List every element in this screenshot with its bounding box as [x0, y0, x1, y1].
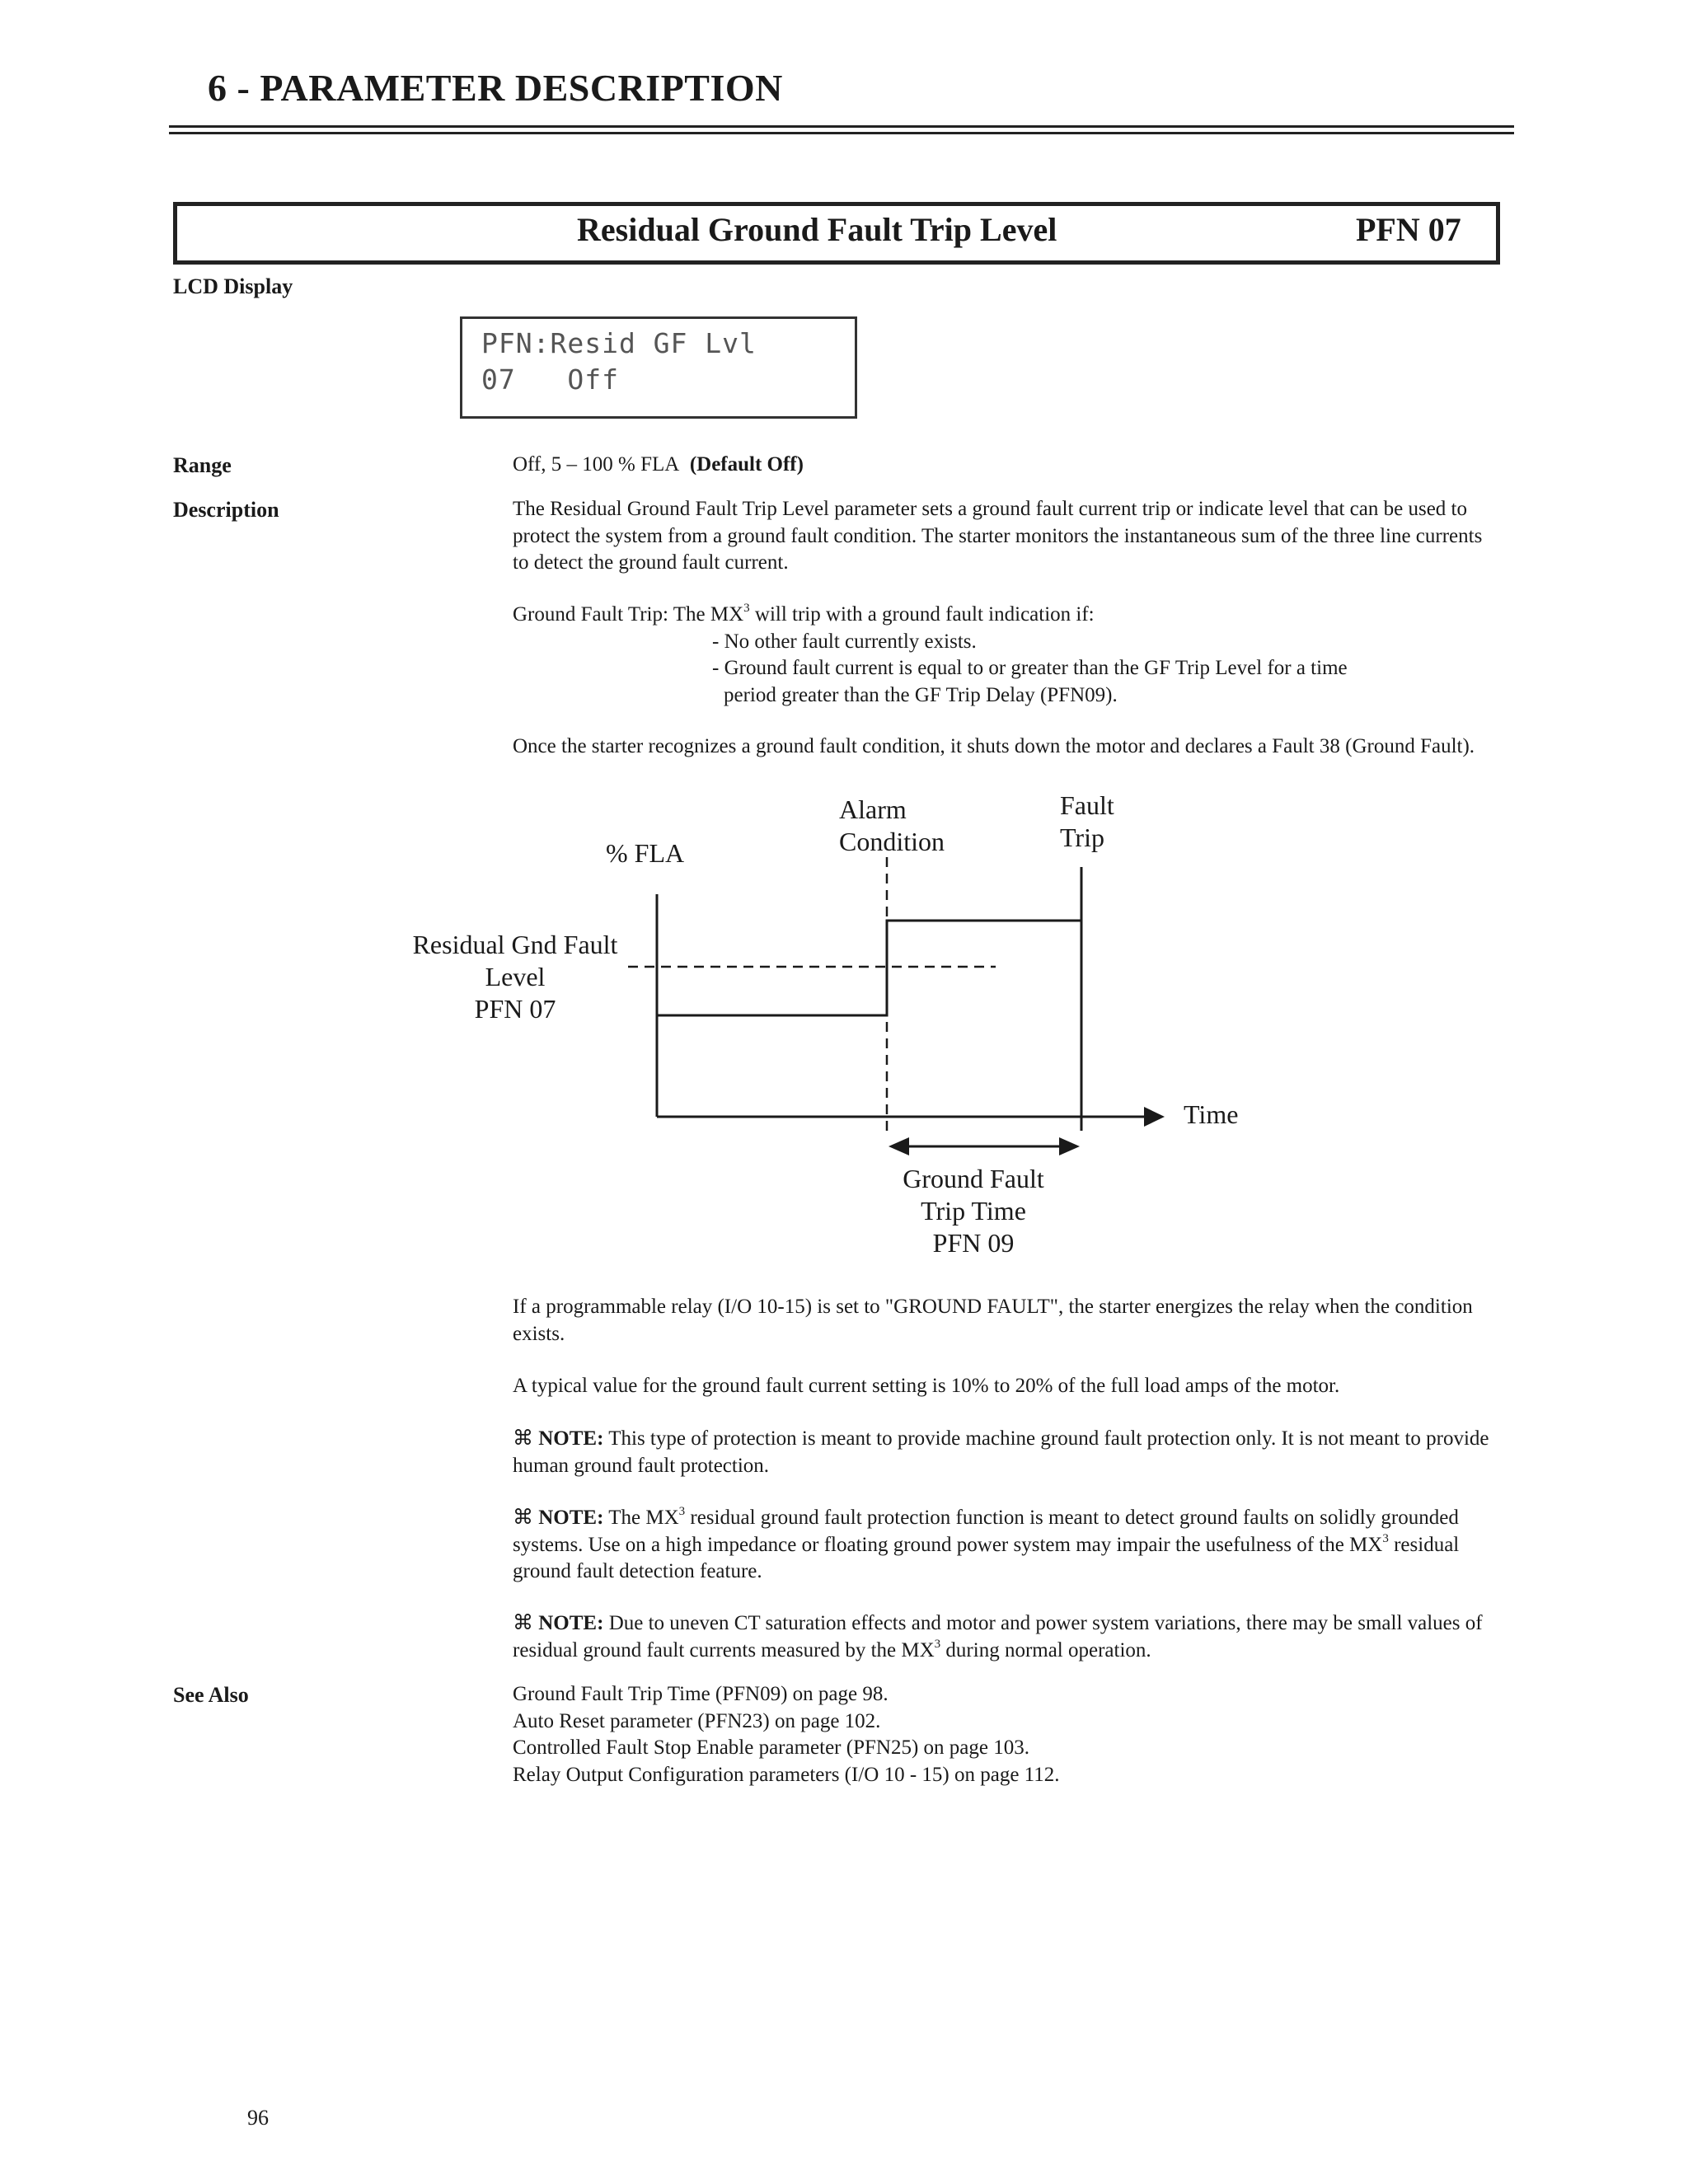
lcd-display-label: LCD Display [173, 274, 293, 298]
trip-time-label-line1: Ground Fault [903, 1164, 1044, 1193]
range-label: Range [173, 453, 232, 477]
see-also-item: Ground Fault Trip Time (PFN09) on page 98. [513, 1683, 889, 1705]
trip-time-arrow-left [889, 1137, 909, 1155]
parameter-name: Residual Ground Fault Trip Level [577, 211, 1057, 248]
note-2: ⌘ NOTE: The $MX^3$ residual ground fault protection function is meant to detect ground faults on solidly grounded systems. Use on a high impedance or floating ground power system may impair the usefulness of the $MX^3$ residual ground fault detection feature. [513, 1505, 1460, 1582]
range-text: Off, 5 – 100 % FLA [513, 453, 680, 476]
note-symbol: ⌘ [513, 1427, 533, 1450]
section-title: 6 - PARAMETER DESCRIPTION [208, 67, 783, 109]
description-para-3: Once the starter recognizes a ground fault condition, it shuts down the motor and declares a Fault 38 (Ground Fault). [513, 735, 1475, 757]
lcd-line-2: 07 Off [481, 363, 619, 396]
trip-time-label-line2: Trip Time [921, 1196, 1026, 1226]
lcd-line-1: PFN:Resid GF Lvl [481, 327, 757, 359]
fault-label-line2: Trip [1060, 823, 1104, 852]
gf-intro: Ground Fault Trip: The $MX^3$ will trip with a ground fault indication if: [513, 602, 1095, 626]
fault-label-line1: Fault [1060, 790, 1114, 820]
trip-time-arrow-right [1059, 1137, 1080, 1155]
alarm-label-line2: Condition [839, 827, 945, 856]
gf-condition-2a: - Ground fault current is equal to or greater than the GF Trip Level for a time [712, 657, 1348, 679]
note-symbol: ⌘ [513, 1507, 533, 1529]
level-label-line2: Level [485, 962, 546, 991]
see-also-item: Controlled Fault Stop Enable parameter (PFN25) on page 103. [513, 1736, 1029, 1759]
description-para-5: A typical value for the ground fault current setting is 10% to 20% of the full load amps of the motor. [513, 1375, 1340, 1397]
note-label: NOTE: [538, 1507, 604, 1529]
page-number: 96 [247, 2106, 269, 2130]
note-label: NOTE: [538, 1427, 604, 1450]
level-label-line3: PFN 07 [474, 994, 556, 1024]
see-also-item: Relay Output Configuration parameters (I/O 10 - 15) on page 112. [513, 1763, 1060, 1786]
note-1: ⌘ NOTE: This type of protection is meant to provide machine ground fault protection only. It is not meant to provide human ground fault protection. [513, 1427, 1489, 1477]
description-para-1: The Residual Ground Fault Trip Level parameter sets a ground fault current trip or indicate level that can be used to protect the system from a ground fault condition. The starter monitors the instantaneous sum of the three line currents to detect the ground fault current. [513, 498, 1483, 574]
gf-condition-2b: period greater than the GF Trip Delay (PFN09). [724, 683, 1118, 706]
y-axis-label: % FLA [606, 838, 685, 868]
description-para-4: If a programmable relay (I/O 10-15) is set to "GROUND FAULT", the starter energizes the relay when the condition exists. [513, 1296, 1473, 1345]
note-label: NOTE: [538, 1612, 604, 1634]
level-label-line1: Residual Gnd Fault [412, 930, 618, 959]
gf-condition-1: - No other fault currently exists. [712, 630, 977, 653]
x-axis-label: Time [1184, 1099, 1239, 1129]
description-label: Description [173, 498, 279, 522]
see-also-list [513, 1681, 1502, 1788]
range-default: (Default Off) [689, 453, 804, 476]
ground-fault-current-trace [657, 921, 1081, 1015]
trip-time-label-line3: PFN 09 [932, 1228, 1015, 1258]
note-3: ⌘ NOTE: Due to uneven CT saturation effects and motor and power system variations, there may be small values of residual ground fault currents measured by the $MX^3$ during normal operation. [513, 1612, 1483, 1661]
note-symbol: ⌘ [513, 1612, 533, 1634]
alarm-label-line1: Alarm [839, 794, 907, 824]
parameter-code: PFN 07 [1356, 211, 1461, 248]
see-also-label: See Also [173, 1683, 249, 1707]
see-also-item: Auto Reset parameter (PFN23) on page 102. [513, 1709, 881, 1732]
x-axis-arrowhead [1144, 1107, 1165, 1127]
